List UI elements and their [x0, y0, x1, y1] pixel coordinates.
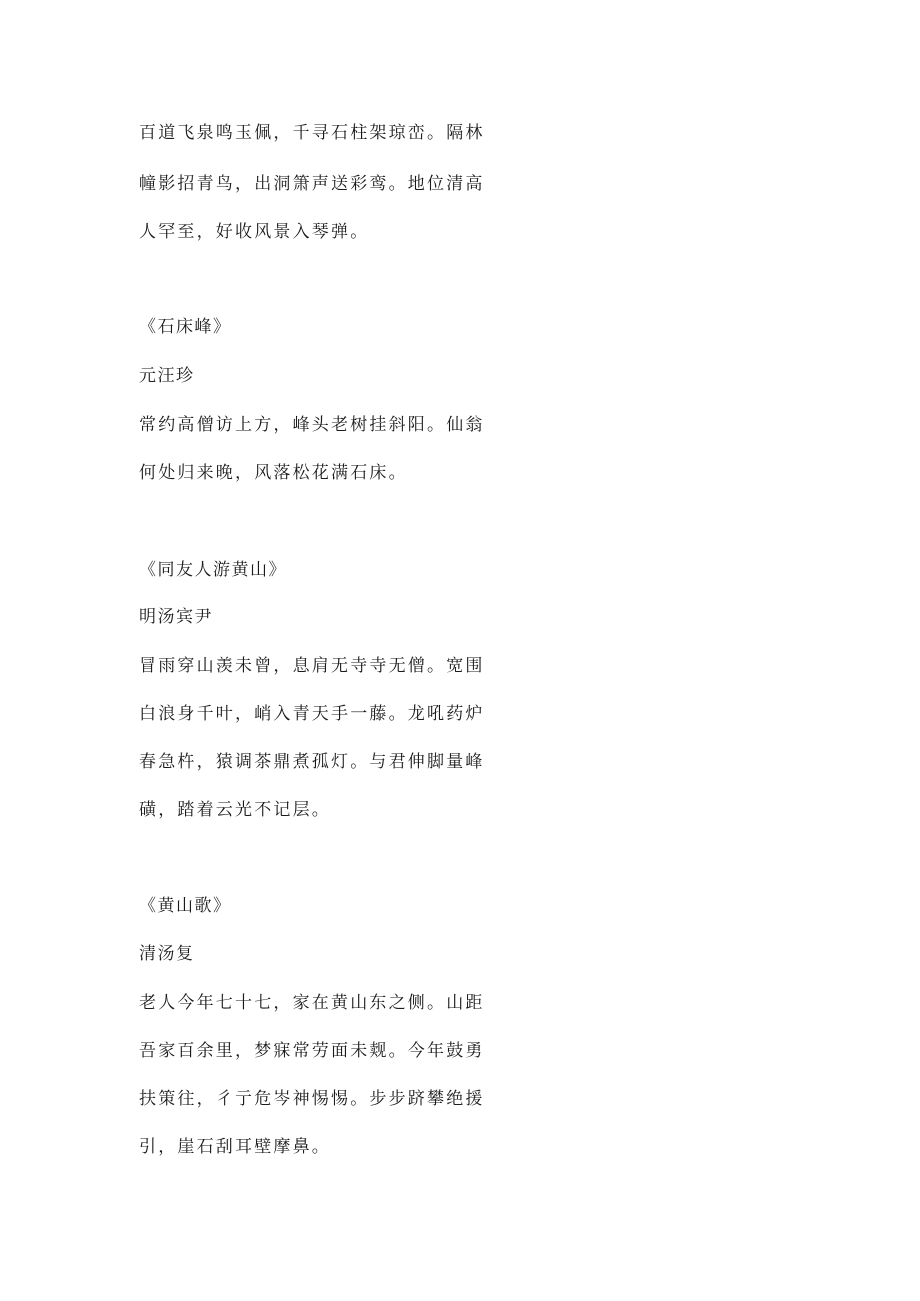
poem3-line-4: 磺，踏着云光不记层。 — [139, 800, 331, 820]
poem4-line-4: 引，崖石刮耳壁摩鼻。 — [139, 1137, 331, 1157]
poem4-line-1: 老人今年七十七，家在黄山东之侧。山距 — [139, 993, 485, 1013]
poem4-line-3: 扶策往，彳亍危岑神惕惕。步步跻攀绝援 — [139, 1089, 485, 1109]
poem2-title: 《石床峰》 — [139, 317, 232, 337]
poem4-line-2: 吾家百余里，梦寐常劳面未觌。今年鼓勇 — [139, 1041, 485, 1061]
poem4-author: 清汤复 — [139, 944, 195, 964]
poem3-line-3: 春急杵，猿调茶鼎煮孤灯。与君伸脚量峰 — [139, 752, 485, 772]
poem4-title: 《黄山歌》 — [139, 896, 232, 916]
poem3-title: 《同友人游黄山》 — [139, 560, 287, 580]
poem1-line-3: 人罕至，好收风景入琴弹。 — [139, 222, 370, 242]
poem2-author: 元汪珍 — [139, 366, 195, 386]
poem2-line-1: 常约高僧访上方，峰头老树挂斜阳。仙翁 — [139, 415, 485, 435]
poem3-author: 明汤宾尹 — [139, 607, 213, 627]
poem3-line-2: 白浪身千叶，峭入青天手一藤。龙吼药炉 — [139, 704, 485, 724]
poem1-line-2: 幢影招青鸟，出洞箫声送彩鸾。地位清高 — [139, 174, 485, 194]
poem3-line-1: 冒雨穿山羡未曾，息肩无寺寺无僧。宽围 — [139, 656, 485, 676]
poem1-line-1: 百道飞泉鸣玉佩，千寻石柱架琼峦。隔林 — [139, 123, 485, 143]
poem2-line-2: 何处归来晚，风落松花满石床。 — [139, 463, 408, 483]
